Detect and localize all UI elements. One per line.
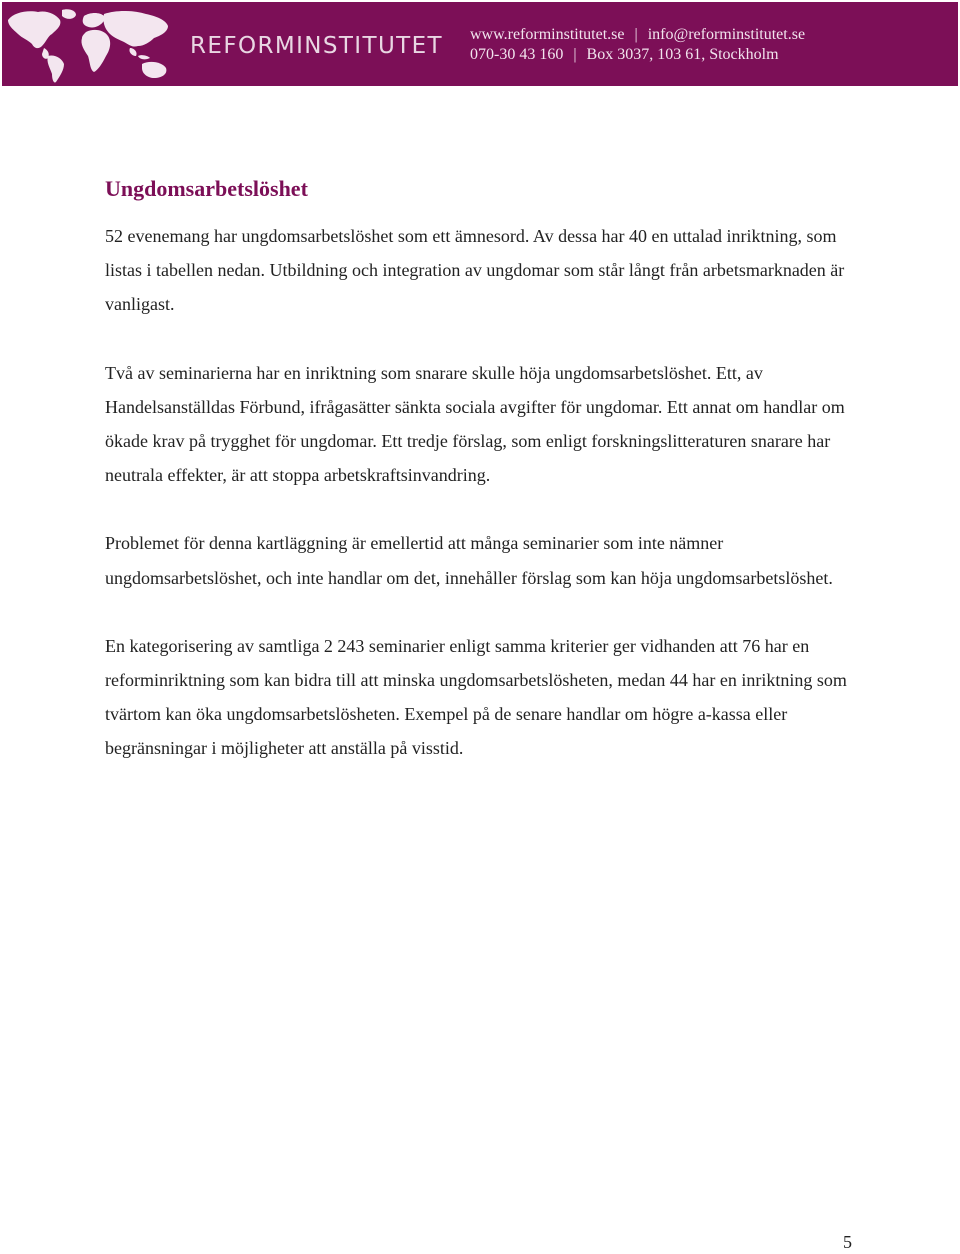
contact-separator: | [573, 46, 577, 63]
email-link[interactable]: info@reforminstitutet.se [647, 26, 806, 43]
page-header [2, 2, 958, 86]
contact-row-web [470, 25, 830, 45]
section-title: Ungdomsarbetslöshet [105, 176, 308, 201]
brand-name: REFORMINSTITUTET [190, 33, 444, 59]
paragraph: En kategorisering av samtliga 2 243 seminarier enligt samma kriterier ger vidhanden att 76 har en reforminriktning som kan bidra till att minska ungdomsarbetslösheten, medan 44 har en inriktning som tvärtom kan öka ungdomsarbetslösheten. Exempel på de senare handlar om högre a-kassa eller begränsningar i möjligheter att anställa på visstid. [105, 635, 847, 759]
paragraph: Två av seminarierna har en inriktning som snarare skulle höja ungdomsarbetslöshet. Ett, av Handelsanställdas Förbund, ifrågasätter sänkta sociala avgifter för ungdomar. Ett annat om handlar om ökade krav på trygghet för ungdomar. Ett tredje förslag, som enligt forskningslitteraturen snarare har neutrala effekter, är att stoppa arbetskraftsinvandring. [105, 362, 845, 486]
phone-number: 070-30 43 160 [470, 46, 564, 63]
paragraph: 52 evenemang har ungdomsarbetslöshet som ett ämnesord. Av dessa har 40 en uttalad inriktning, som listas i tabellen nedan. Utbildning och integration av ungdomar som står långt från arbetsmarknaden är vanligast. [105, 226, 845, 315]
page-number: 5 [843, 1232, 852, 1252]
contact-separator: | [634, 26, 638, 43]
document-body [105, 172, 875, 800]
postal-address: Box 3037, 103 61, Stockholm [586, 46, 779, 63]
contact-row-post [470, 45, 830, 65]
website-link[interactable]: www.reforminstitutet.se [470, 26, 625, 43]
contact-info [470, 25, 830, 65]
world-map-icon [4, 6, 172, 84]
paragraph: Problemet för denna kartläggning är emellertid att många seminarier som inte nämner ungdomsarbetslöshet, och inte handlar om det, innehåller förslag som kan höja ungdomsarbetslöshet. [105, 533, 833, 588]
